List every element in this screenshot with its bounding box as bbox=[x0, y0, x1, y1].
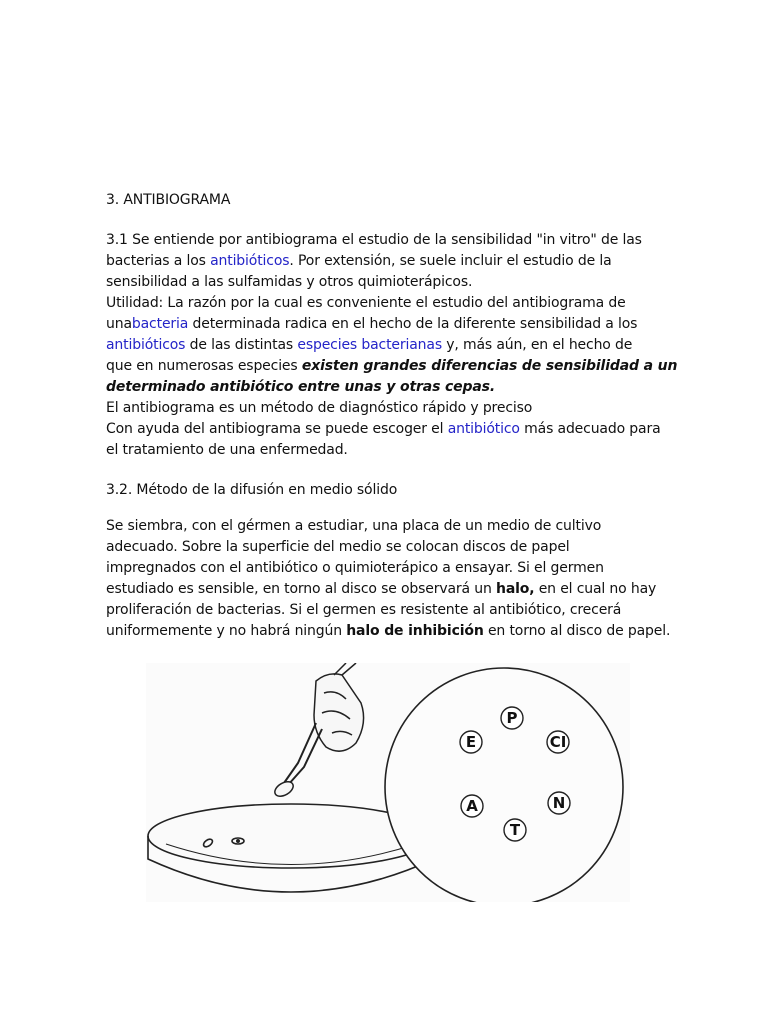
disc-label: P bbox=[506, 709, 518, 727]
disc-t bbox=[504, 819, 526, 841]
text-span: en el cual no hay bbox=[534, 581, 657, 597]
disc-ci bbox=[547, 731, 569, 753]
text-span: Con ayuda del antibiograma se puede escoger el bbox=[106, 421, 448, 437]
paragraph-line bbox=[106, 314, 637, 335]
paragraph-line bbox=[106, 579, 656, 600]
disc-label: A bbox=[466, 797, 478, 815]
emphasis-text: existen grandes diferencias de sensibilidad a un bbox=[301, 358, 678, 374]
text-span: . Por extensión, se suele incluir el estudio de la bbox=[289, 253, 612, 269]
especies-bacterianas-link[interactable]: especies bacterianas bbox=[297, 337, 442, 353]
disc-label: N bbox=[552, 794, 566, 812]
halo-term: halo, bbox=[496, 581, 535, 597]
paragraph-line bbox=[106, 293, 626, 314]
disc-a bbox=[461, 795, 483, 817]
disc-label: E bbox=[465, 733, 477, 751]
text-span: en torno al disco de papel. bbox=[483, 623, 671, 639]
text-span: de las distintas bbox=[185, 337, 298, 353]
text-span: que en numerosas especies bbox=[106, 358, 302, 374]
paragraph-line: adecuado. Sobre la superficie del medio se colocan discos de papel bbox=[106, 539, 570, 555]
paragraph-line bbox=[106, 251, 612, 272]
antibioticos-link[interactable]: antibióticos bbox=[210, 253, 290, 269]
text-span: una bbox=[106, 316, 132, 332]
text-span: y, más aún, en el hecho de bbox=[441, 337, 633, 353]
paragraph-line: Se siembra, con el gérmen a estudiar, una placa de un medio de cultivo bbox=[106, 518, 602, 534]
section-heading: 3. ANTIBIOGRAMA bbox=[106, 192, 231, 208]
paragraph-line bbox=[106, 335, 632, 356]
antibiogram-illustration bbox=[146, 663, 630, 902]
disc-p bbox=[501, 707, 523, 729]
text-span: . bbox=[489, 379, 496, 395]
illustration-svg bbox=[146, 663, 630, 902]
bacteria-link[interactable]: bacteria bbox=[131, 316, 189, 332]
paragraph-line bbox=[106, 419, 661, 440]
utilidad-label: Utilidad: bbox=[106, 295, 164, 311]
text-span: bacterias a los bbox=[106, 253, 211, 269]
paragraph-line: impregnados con el antibiótico o quimioterápico a ensayar. Si el germen bbox=[106, 560, 604, 576]
paragraph-line: proliferación de bacterias. Si el germen es resistente al antibiótico, crecerá bbox=[106, 602, 622, 618]
paragraph-line: El antibiograma es un método de diagnóstico rápido y preciso bbox=[106, 400, 533, 416]
paragraph-line bbox=[106, 356, 677, 377]
disc-label: T bbox=[509, 821, 521, 839]
text-span: uniformemente y no habrá ningún bbox=[106, 623, 347, 639]
agar-plate-drawing bbox=[385, 668, 623, 902]
halo-inhibicion-term: halo de inhibición bbox=[346, 623, 484, 639]
text-span: La razón por la cual es conveniente el estudio del antibiograma de bbox=[163, 295, 626, 311]
antibioticos-link[interactable]: antibióticos bbox=[106, 337, 186, 353]
paragraph-line: 3.1 Se entiende por antibiograma el estudio de la sensibilidad "in vitro" de las bbox=[106, 232, 642, 248]
text-span: estudiado es sensible, en torno al disco se observará un bbox=[106, 581, 496, 597]
paragraph-line: el tratamiento de una enfermedad. bbox=[106, 442, 348, 458]
disc-e bbox=[460, 731, 482, 753]
subsection-heading: 3.2. Método de la difusión en medio sólido bbox=[106, 482, 398, 498]
paragraph-line: sensibilidad a las sulfamidas y otros quimioterápicos. bbox=[106, 274, 473, 290]
text-span: más adecuado para bbox=[519, 421, 661, 437]
antibiotico-link[interactable]: antibiótico bbox=[447, 421, 520, 437]
paragraph-line bbox=[106, 377, 495, 398]
disc-label: CI bbox=[549, 733, 567, 751]
paragraph-line bbox=[106, 621, 670, 642]
disc-n bbox=[548, 792, 570, 814]
text-span: determinada radica en el hecho de la diferente sensibilidad a los bbox=[188, 316, 638, 332]
emphasis-text: determinado antibiótico entre unas y otras cepas bbox=[106, 379, 490, 395]
